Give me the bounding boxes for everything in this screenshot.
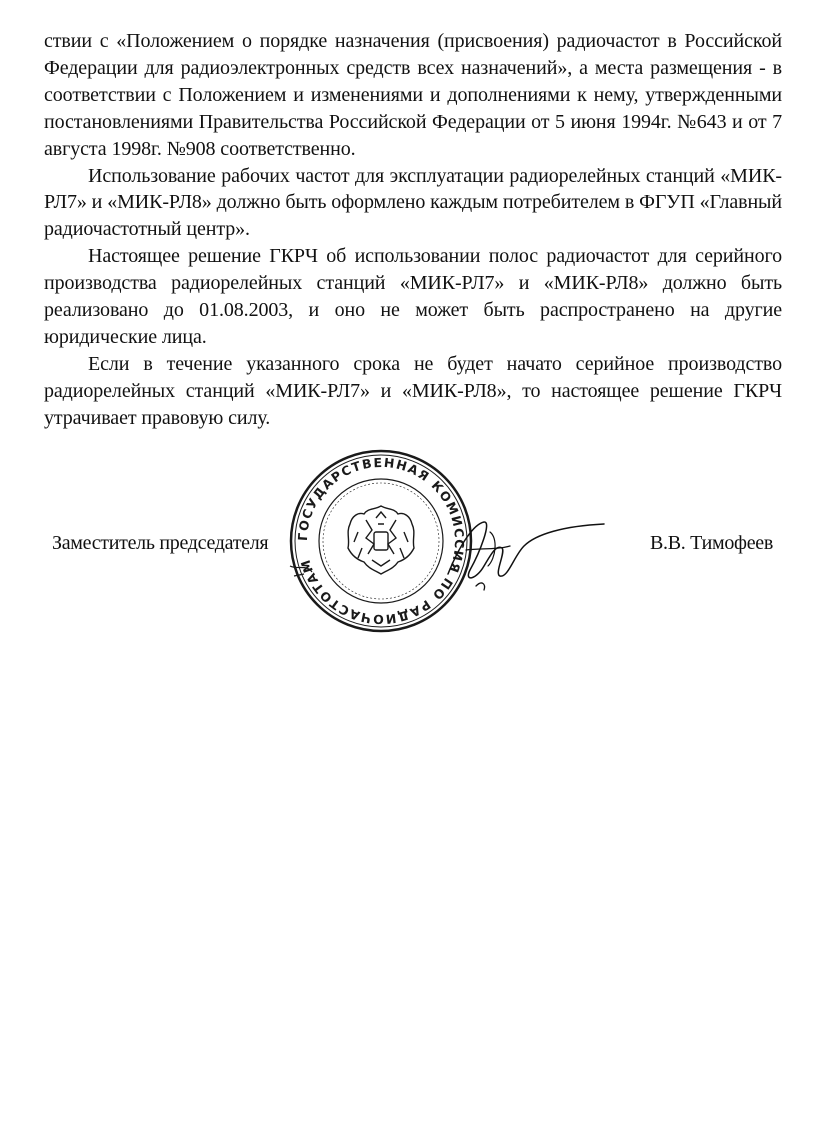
seal-ring-text: ГОСУДАРСТВЕННАЯ КОМИССИЯ ПО РАДИОЧАСТОТАМ (294, 454, 468, 628)
signatory-name: В.В. Тимофеев (650, 532, 774, 554)
signatory-title: Заместитель председателя (52, 532, 269, 554)
paragraph-3: Настоящее решение ГКРЧ об использовании полос радиочастот для серийного производства радиорелейных станций «МИК-РЛ7» и «МИК-РЛ8» должно быть реализовано до 01.08.2003, и оно не может быть распространено на другие юридические лица. (44, 245, 782, 348)
document-body (44, 28, 782, 432)
paragraph-2: Использование рабочих частот для эксплуатации радиорелейных станций «МИК-РЛ7» и «МИК-РЛ8» должно быть оформлено каждым потребителем в ФГУП «Главный радиочастотный центр». (44, 164, 782, 241)
coat-of-arms-emblem (348, 506, 414, 574)
paragraph-1: ствии с «Положением о порядке назначения (присвоения) радиочастот в Российской Федерации для радиоэлектронных средств всех назначений», а места размещения - в соответствии с Положением и изменениями и дополнениями к нему, утвержденными постановлениями Правительства Российской Федерации от 5 июня 1994г. №643 и от 7 августа 1998г. №908 соответственно. (44, 30, 782, 160)
handwritten-signature (440, 504, 610, 594)
paragraph-4: Если в течение указанного срока не будет начато серийное производство радиорелейных станций «МИК-РЛ7» и «МИК-РЛ8», то настоящее решение ГКРЧ утрачивает правовую силу. (44, 352, 782, 429)
